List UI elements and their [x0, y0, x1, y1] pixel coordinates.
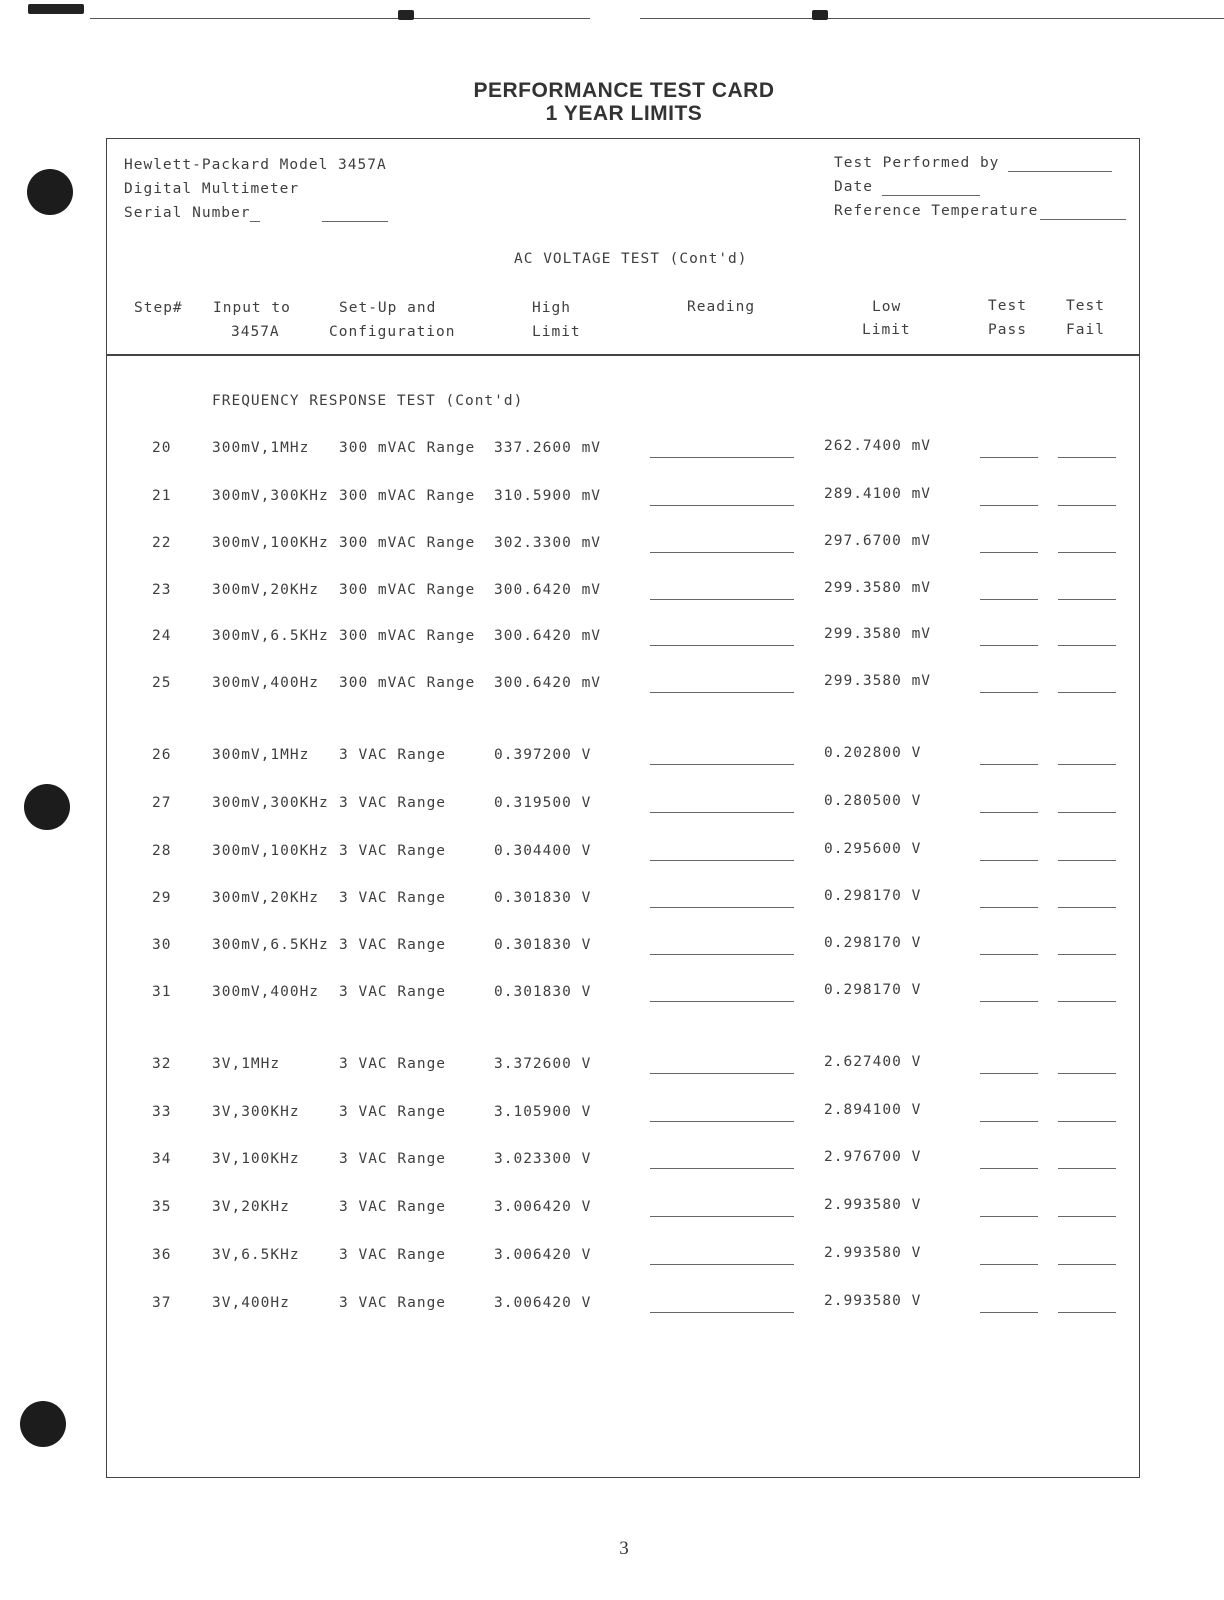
- input-value: 300mV,6.5KHz: [212, 937, 329, 953]
- top-edge-mark: [812, 10, 828, 20]
- high-limit: 0.301830 V: [494, 984, 592, 1000]
- section-title: AC VOLTAGE TEST (Cont'd): [514, 251, 748, 267]
- step-number: 21: [152, 488, 172, 504]
- test-pass-field[interactable]: [980, 1216, 1038, 1217]
- setup-config: 3 VAC Range: [339, 1104, 447, 1120]
- reading-field[interactable]: [650, 505, 794, 506]
- step-number: 23: [152, 582, 172, 598]
- low-limit: 289.4100 mV: [824, 486, 932, 502]
- high-limit: 3.006420 V: [494, 1199, 592, 1215]
- setup-config: 300 mVAC Range: [339, 582, 476, 598]
- subsection-title: FREQUENCY RESPONSE TEST (Cont'd): [212, 393, 524, 409]
- low-limit: 2.993580 V: [824, 1293, 922, 1309]
- low-limit: 299.3580 mV: [824, 626, 932, 642]
- test-pass-field[interactable]: [980, 1312, 1038, 1313]
- input-value: 3V,1MHz: [212, 1056, 281, 1072]
- step-number: 32: [152, 1056, 172, 1072]
- performed-by-label: Test Performed by: [834, 155, 1000, 171]
- input-value: 300mV,400Hz: [212, 675, 320, 691]
- col-step: Step#: [134, 300, 183, 316]
- high-limit: 3.023300 V: [494, 1151, 592, 1167]
- reading-field[interactable]: [650, 1168, 794, 1169]
- reading-field[interactable]: [650, 1001, 794, 1002]
- input-value: 300mV,20KHz: [212, 890, 320, 906]
- high-limit: 310.5900 mV: [494, 488, 602, 504]
- serial-number-label: Serial Number: [124, 205, 251, 221]
- col-pass-l2: Pass: [988, 322, 1027, 338]
- date-field[interactable]: [882, 195, 980, 196]
- test-fail-field[interactable]: [1058, 457, 1116, 458]
- input-value: 3V,6.5KHz: [212, 1247, 300, 1263]
- low-limit: 297.6700 mV: [824, 533, 932, 549]
- reading-field[interactable]: [650, 1264, 794, 1265]
- input-value: 3V,20KHz: [212, 1199, 290, 1215]
- test-pass-field[interactable]: [980, 860, 1038, 861]
- test-pass-field[interactable]: [980, 1121, 1038, 1122]
- input-value: 300mV,1MHz: [212, 440, 310, 456]
- low-limit: 299.3580 mV: [824, 580, 932, 596]
- ref-temp-field[interactable]: [1040, 219, 1126, 220]
- setup-config: 3 VAC Range: [339, 890, 447, 906]
- low-limit: 0.298170 V: [824, 888, 922, 904]
- ref-temp-label: Reference Temperature: [834, 203, 1039, 219]
- test-fail-field[interactable]: [1058, 764, 1116, 765]
- input-value: 300mV,300KHz: [212, 488, 329, 504]
- top-edge-mark: [398, 10, 414, 20]
- high-limit: 0.301830 V: [494, 937, 592, 953]
- setup-config: 300 mVAC Range: [339, 628, 476, 644]
- low-limit: 0.202800 V: [824, 745, 922, 761]
- reading-field[interactable]: [650, 1216, 794, 1217]
- reading-field[interactable]: [650, 1121, 794, 1122]
- high-limit: 0.301830 V: [494, 890, 592, 906]
- test-fail-field[interactable]: [1058, 907, 1116, 908]
- setup-config: 3 VAC Range: [339, 1247, 447, 1263]
- top-edge-mark: [28, 4, 84, 14]
- low-limit: 0.280500 V: [824, 793, 922, 809]
- serial-number-field-line[interactable]: [322, 221, 388, 222]
- input-value: 300mV,6.5KHz: [212, 628, 329, 644]
- test-fail-field[interactable]: [1058, 860, 1116, 861]
- test-fail-field[interactable]: [1058, 812, 1116, 813]
- high-limit: 0.319500 V: [494, 795, 592, 811]
- setup-config: 300 mVAC Range: [339, 535, 476, 551]
- low-limit: 2.993580 V: [824, 1197, 922, 1213]
- step-number: 34: [152, 1151, 172, 1167]
- low-limit: 0.298170 V: [824, 982, 922, 998]
- low-limit: 2.993580 V: [824, 1245, 922, 1261]
- col-high-l1: High: [532, 300, 571, 316]
- high-limit: 300.6420 mV: [494, 628, 602, 644]
- high-limit: 3.372600 V: [494, 1056, 592, 1072]
- step-number: 26: [152, 747, 172, 763]
- serial-number-field[interactable]: [250, 221, 260, 222]
- reading-field[interactable]: [650, 954, 794, 955]
- date-label: Date: [834, 179, 873, 195]
- high-limit: 3.006420 V: [494, 1295, 592, 1311]
- input-value: 3V,400Hz: [212, 1295, 290, 1311]
- top-edge-line: [90, 18, 590, 19]
- test-pass-field[interactable]: [980, 907, 1038, 908]
- test-fail-field[interactable]: [1058, 599, 1116, 600]
- col-low-l2: Limit: [862, 322, 911, 338]
- step-number: 20: [152, 440, 172, 456]
- setup-config: 300 mVAC Range: [339, 675, 476, 691]
- low-limit: 262.7400 mV: [824, 438, 932, 454]
- setup-config: 3 VAC Range: [339, 843, 447, 859]
- model-label: Hewlett-Packard Model 3457A: [124, 157, 387, 173]
- test-fail-field[interactable]: [1058, 1264, 1116, 1265]
- test-fail-field[interactable]: [1058, 645, 1116, 646]
- high-limit: 0.304400 V: [494, 843, 592, 859]
- high-limit: 300.6420 mV: [494, 582, 602, 598]
- col-fail-l1: Test: [1066, 298, 1105, 314]
- step-number: 37: [152, 1295, 172, 1311]
- test-fail-field[interactable]: [1058, 1121, 1116, 1122]
- low-limit: 2.894100 V: [824, 1102, 922, 1118]
- input-value: 3V,300KHz: [212, 1104, 300, 1120]
- test-fail-field[interactable]: [1058, 1001, 1116, 1002]
- binder-hole: [24, 784, 70, 830]
- reading-field[interactable]: [650, 599, 794, 600]
- test-fail-field[interactable]: [1058, 552, 1116, 553]
- header-divider: [106, 354, 1140, 356]
- high-limit: 3.105900 V: [494, 1104, 592, 1120]
- setup-config: 300 mVAC Range: [339, 488, 476, 504]
- col-high-l2: Limit: [532, 324, 581, 340]
- test-fail-field[interactable]: [1058, 1312, 1116, 1313]
- high-limit: 0.397200 V: [494, 747, 592, 763]
- test-pass-field[interactable]: [980, 764, 1038, 765]
- step-number: 36: [152, 1247, 172, 1263]
- reading-field[interactable]: [650, 907, 794, 908]
- high-limit: 302.3300 mV: [494, 535, 602, 551]
- step-number: 24: [152, 628, 172, 644]
- test-pass-field[interactable]: [980, 599, 1038, 600]
- low-limit: 299.3580 mV: [824, 673, 932, 689]
- reading-field[interactable]: [650, 860, 794, 861]
- input-value: 300mV,1MHz: [212, 747, 310, 763]
- page-title: [0, 79, 1224, 125]
- step-number: 27: [152, 795, 172, 811]
- step-number: 35: [152, 1199, 172, 1215]
- title-line-2: 1 YEAR LIMITS: [545, 102, 703, 125]
- input-value: 300mV,20KHz: [212, 582, 320, 598]
- reading-field[interactable]: [650, 692, 794, 693]
- setup-config: 3 VAC Range: [339, 984, 447, 1000]
- step-number: 25: [152, 675, 172, 691]
- step-number: 22: [152, 535, 172, 551]
- binder-hole: [27, 169, 73, 215]
- title-line-1: PERFORMANCE TEST CARD: [473, 79, 775, 102]
- test-pass-field[interactable]: [980, 1073, 1038, 1074]
- instrument-label: Digital Multimeter: [124, 181, 300, 197]
- input-value: 3V,100KHz: [212, 1151, 300, 1167]
- step-number: 31: [152, 984, 172, 1000]
- test-pass-field[interactable]: [980, 1001, 1038, 1002]
- test-fail-field[interactable]: [1058, 692, 1116, 693]
- col-input-l1: Input to: [213, 300, 291, 316]
- col-pass-l1: Test: [988, 298, 1027, 314]
- test-fail-field[interactable]: [1058, 1216, 1116, 1217]
- col-setup-l1: Set-Up and: [339, 300, 437, 316]
- input-value: 300mV,400Hz: [212, 984, 320, 1000]
- low-limit: 2.627400 V: [824, 1054, 922, 1070]
- setup-config: 3 VAC Range: [339, 937, 447, 953]
- low-limit: 2.976700 V: [824, 1149, 922, 1165]
- setup-config: 3 VAC Range: [339, 1199, 447, 1215]
- top-edge-line: [640, 18, 1224, 19]
- input-value: 300mV,100KHz: [212, 843, 329, 859]
- setup-config: 3 VAC Range: [339, 1295, 447, 1311]
- step-number: 28: [152, 843, 172, 859]
- reading-field[interactable]: [650, 812, 794, 813]
- reading-field[interactable]: [650, 457, 794, 458]
- setup-config: 3 VAC Range: [339, 795, 447, 811]
- test-pass-field[interactable]: [980, 645, 1038, 646]
- test-pass-field[interactable]: [980, 457, 1038, 458]
- setup-config: 300 mVAC Range: [339, 440, 476, 456]
- test-pass-field[interactable]: [980, 1264, 1038, 1265]
- setup-config: 3 VAC Range: [339, 1151, 447, 1167]
- setup-config: 3 VAC Range: [339, 747, 447, 763]
- high-limit: 3.006420 V: [494, 1247, 592, 1263]
- col-low-l1: Low: [872, 299, 902, 315]
- input-value: 300mV,100KHz: [212, 535, 329, 551]
- reading-field[interactable]: [650, 1312, 794, 1313]
- test-pass-field[interactable]: [980, 552, 1038, 553]
- col-setup-l2: Configuration: [329, 324, 456, 340]
- test-fail-field[interactable]: [1058, 505, 1116, 506]
- test-fail-field[interactable]: [1058, 1168, 1116, 1169]
- setup-config: 3 VAC Range: [339, 1056, 447, 1072]
- page-number: 3: [619, 1538, 629, 1559]
- col-reading: Reading: [687, 299, 756, 315]
- input-value: 300mV,300KHz: [212, 795, 329, 811]
- reading-field[interactable]: [650, 645, 794, 646]
- low-limit: 0.295600 V: [824, 841, 922, 857]
- high-limit: 337.2600 mV: [494, 440, 602, 456]
- col-input-l2: 3457A: [231, 324, 280, 340]
- reading-field[interactable]: [650, 764, 794, 765]
- binder-hole: [20, 1401, 66, 1447]
- step-number: 30: [152, 937, 172, 953]
- step-number: 29: [152, 890, 172, 906]
- reading-field[interactable]: [650, 1073, 794, 1074]
- test-pass-field[interactable]: [980, 812, 1038, 813]
- test-pass-field[interactable]: [980, 692, 1038, 693]
- test-pass-field[interactable]: [980, 1168, 1038, 1169]
- test-fail-field[interactable]: [1058, 954, 1116, 955]
- step-number: 33: [152, 1104, 172, 1120]
- reading-field[interactable]: [650, 552, 794, 553]
- performed-by-field[interactable]: [1008, 171, 1112, 172]
- test-fail-field[interactable]: [1058, 1073, 1116, 1074]
- high-limit: 300.6420 mV: [494, 675, 602, 691]
- low-limit: 0.298170 V: [824, 935, 922, 951]
- test-pass-field[interactable]: [980, 505, 1038, 506]
- col-fail-l2: Fail: [1066, 322, 1105, 338]
- test-pass-field[interactable]: [980, 954, 1038, 955]
